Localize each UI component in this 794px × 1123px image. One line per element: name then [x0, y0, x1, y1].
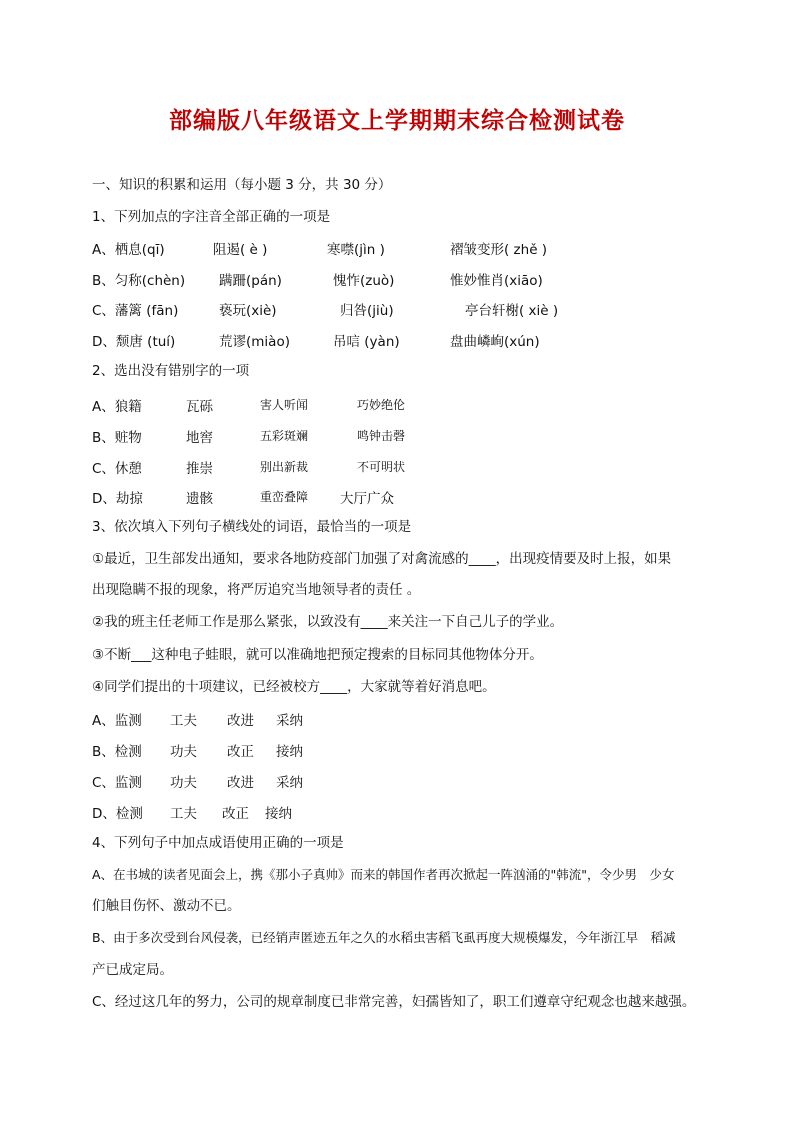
option-row-cell: 功夫: [170, 775, 197, 791]
option-row-cell: 吊唁 (yàn): [333, 334, 400, 350]
sentence-2: ②我的班主任老师工作是那么紧张，以致没有____来关注一下自己儿子的学业。: [92, 614, 564, 630]
option-row-cell: 工夫: [170, 806, 197, 822]
option-row-cell: 不可明状: [357, 460, 406, 474]
question-3-stem: 3、依次填入下列句子横线处的词语，最恰当的一项是: [92, 519, 412, 535]
option-row-cell: 改进: [227, 775, 254, 791]
option-row-cell: 五彩斑斓: [260, 429, 309, 443]
section-heading: 一、知识的积累和运用（每小题 3 分，共 30 分）: [92, 177, 392, 193]
option-a-line-1: A、在书城的读者见面会上，携《那小子真帅》而来的韩国作者再次掀起一阵汹涌的"韩流"，令少男 少女: [92, 867, 675, 882]
option-row-cell: 愧怍(zuò): [333, 273, 395, 289]
option-row-cell: 阻遏( è ): [213, 242, 268, 258]
option-row-cell: 采纳: [276, 713, 303, 729]
option-row-cell: 鸣钟击磬: [357, 429, 406, 443]
option-row-cell: 盘曲嶙峋(xún): [450, 334, 540, 350]
option-row-cell: 功夫: [170, 744, 197, 760]
option-row-cell: 寒噤(jìn ): [327, 242, 385, 258]
option-row-cell: 改进: [227, 713, 254, 729]
option-row-cell: D、劫掠: [92, 491, 143, 507]
option-row-cell: 害人听闻: [260, 398, 309, 412]
option-row-cell: A、狼籍: [92, 399, 142, 415]
sentence-3: ③不断___这种电子蛙眼，就可以准确地把预定搜索的目标同其他物体分开。: [92, 647, 543, 663]
question-1-stem: 1、下列加点的字注音全部正确的一项是: [92, 209, 331, 225]
option-row-cell: 亵玩(xiè): [219, 303, 277, 319]
option-row-cell: 重峦叠障: [260, 490, 309, 504]
option-row-cell: 归咎(jiù): [340, 303, 394, 319]
option-row-cell: 巧妙绝伦: [357, 398, 406, 412]
option-row-cell: 推崇: [186, 461, 213, 477]
option-row-cell: C、休憩: [92, 461, 142, 477]
option-row-cell: A、监测: [92, 713, 142, 729]
option-row-cell: 工夫: [170, 713, 197, 729]
option-row-cell: B、匀称(chèn): [92, 273, 186, 289]
option-row-cell: 大厅广众: [340, 491, 394, 507]
sentence-1-line-2: 出现隐瞒不报的现象，将严厉追究当地领导者的责任 。: [92, 582, 421, 598]
option-row-cell: D、颓唐 (tuí): [92, 334, 176, 350]
option-row-cell: 采纳: [276, 775, 303, 791]
option-row-cell: 接纳: [265, 806, 292, 822]
option-row-cell: 蹒跚(pán): [219, 273, 282, 289]
option-row-cell: B、检测: [92, 744, 142, 760]
option-row-cell: 改正: [227, 744, 254, 760]
option-row-cell: 亭台轩榭( xiè ): [465, 303, 559, 319]
option-row-cell: 瓦砾: [186, 399, 213, 415]
option-row-cell: C、藩篱 (fān): [92, 303, 179, 319]
option-row-cell: 别出新裁: [260, 460, 309, 474]
option-row-cell: D、检测: [92, 806, 143, 822]
option-row-cell: 惟妙惟肖(xiāo): [450, 273, 543, 289]
sentence-4: ④同学们提出的十项建议，已经被校方____，大家就等着好消息吧。: [92, 679, 496, 695]
question-2-stem: 2、选出没有错别字的一项: [92, 363, 250, 379]
option-row-cell: C、监测: [92, 775, 142, 791]
option-c-line-1: C、经过这几年的努力，公司的规章制度已非常完善，妇孺皆知了，职工们遵章守纪观念也越来越强。: [92, 994, 696, 1010]
option-row-cell: 地窖: [186, 430, 213, 446]
option-b-line-1: B、由于多次受到台风侵袭，已经销声匿迹五年之久的水稻虫害稻飞虱再度大规模爆发，今年浙江早 稻减: [92, 930, 676, 945]
option-row-cell: 褶皱变形( zhě ): [450, 242, 548, 258]
option-row-cell: 荒谬(miào): [219, 334, 290, 350]
option-a-line-2: 们触目伤怀、激动不已。: [92, 898, 241, 914]
option-row-cell: 改正: [222, 806, 249, 822]
option-row-cell: A、栖息(qī): [92, 242, 165, 258]
option-row-cell: 遗骸: [186, 491, 213, 507]
sentence-1-line-1: ①最近，卫生部发出通知，要求各地防疫部门加强了对禽流感的____，出现疫情要及时上报，如果: [92, 551, 672, 567]
option-b-line-2: 产已成定局。: [92, 962, 173, 978]
option-row-cell: 接纳: [276, 744, 303, 760]
question-4-stem: 4、下列句子中加点成语使用正确的一项是: [92, 835, 344, 851]
option-row-cell: B、赃物: [92, 430, 142, 446]
page-title: 部编版八年级语文上学期期末综合检测试卷: [169, 108, 625, 134]
